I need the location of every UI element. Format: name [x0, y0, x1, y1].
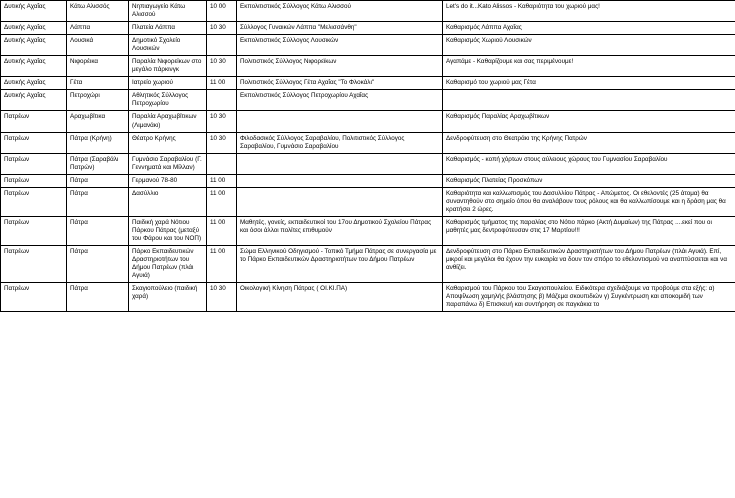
cell-action: Δενδροφύτευση στο Θεατράκι της Κρήνης Πατρών [443, 132, 735, 153]
cell-time: 10 30 [207, 56, 237, 77]
cell-place: Πάτρα (Σαραβάλι Πατρών) [67, 153, 129, 174]
cell-point: Δασύλλιο [129, 187, 207, 216]
cell-point: Ιατρείο χωριού [129, 77, 207, 90]
cell-point: Δημοτικό Σχολείο Λουσικών [129, 35, 207, 56]
cell-place: Πάτρα [67, 283, 129, 312]
cell-action: Καθαρισμός τμήματος της παραλίας στο Νότιο πάρκο (Ακτή Δυμαίων) της Πάτρας ....εκεί που οι μαθητές μας δεντροφύτευσαν στις 17 Μαρτίου!!! [443, 216, 735, 245]
cell-action: Καθαρισμός Χωριού Λουσικών [443, 35, 735, 56]
table-row [1, 1, 735, 22]
cell-region: Δυτικής Αχαΐας [1, 90, 67, 111]
cell-action: Καθαρισμός Πλατείας Προσκόπων [443, 174, 735, 187]
cell-bodies [237, 111, 443, 132]
cell-bodies [237, 174, 443, 187]
cell-action: Καθαρισμός Λάππα Αχαΐας [443, 22, 735, 35]
cell-region: Πατρέων [1, 132, 67, 153]
cell-point: Γυμνάσιο Σαραβαλίου (Γ. Γεννηματά και Μίλλαν) [129, 153, 207, 174]
table-row [1, 187, 735, 216]
cell-action: Καθαριότητα και καλλωπισμός του Δασυλλίου Πάτρας - Απώμετος. Οι εθελοντές (25 άτομα) θα συναντηθούν στο σημείο όπου θα αναλάβουν τους ρόλους και θα καλλωπίσουμε και η δράση μας θα κρατήσει 2 ώρες. [443, 187, 735, 216]
cell-time [207, 35, 237, 56]
cell-bodies: Εκπολιτιστικός Σύλλογος Πετροχωρίου Αχαΐας [237, 90, 443, 111]
cell-bodies: Οικολογική Κίνηση Πάτρας ( ΟΙ.ΚΙ.ΠΑ) [237, 283, 443, 312]
cell-time: 10 30 [207, 111, 237, 132]
cell-bodies: Πολιτιστικός Σύλλογος Νιφορεϊκων [237, 56, 443, 77]
table-row [1, 35, 735, 56]
cell-region: Πατρέων [1, 174, 67, 187]
table-row [1, 111, 735, 132]
table-row [1, 56, 735, 77]
cell-time: 10 30 [207, 22, 237, 35]
table-row [1, 216, 735, 245]
cell-point: Παραλία Αραχωβίτικων (Λιμανάκι) [129, 111, 207, 132]
cell-action: Καθαρισμού του Πάρκου του Σκαγιοπουλείου. Ειδικότερα σχεδιάζουμε να προβούμε στα εξής: α) Αποψίλωση χαμηλής βλάστησης β) Μάζεμα σκουπιδιών γ) Συγκέντρωση και αποκομιδή των παραπάνω δ) Επισκευή και συντήρηση σε παγκάκια το [443, 283, 735, 312]
cell-action: Δενδροφύτευση στο Πάρκο Εκπαιδευτικών Δραστηριοτήτων του Δήμου Πατρέων (πλάι Αγυιά). Επί, μικροί και μεγάλοι θα έχουν την ευκαιρία να δουν τον σπόρο το εθελοντισμού να αναπτύσσεται και να ανθίζει. [443, 246, 735, 283]
cell-time: 11 00 [207, 174, 237, 187]
cell-bodies: Μαθητές, γονείς, εκπαιδευτικοί του 17ου Δημοτικού Σχολείου Πάτρας και όσοι άλλοι πολίτες επιθυμούν [237, 216, 443, 245]
cell-time: 11 00 [207, 216, 237, 245]
cell-point: Γερμανού 78-80 [129, 174, 207, 187]
cell-bodies [237, 187, 443, 216]
cell-point: Σκαγιοπούλειο (παιδική χαρά) [129, 283, 207, 312]
cell-action: Καθαρισμός Παραλίας Αραχωβίτικων [443, 111, 735, 132]
cell-region: Πατρέων [1, 216, 67, 245]
cell-time [207, 90, 237, 111]
cell-time: 10 00 [207, 1, 237, 22]
cell-time [207, 153, 237, 174]
cell-place: Πάτρα [67, 216, 129, 245]
table-row [1, 153, 735, 174]
table-row [1, 174, 735, 187]
cell-region: Δυτικής Αχαΐας [1, 22, 67, 35]
cell-region: Πατρέων [1, 153, 67, 174]
table-row [1, 132, 735, 153]
cell-point: Νηπιαγωγείο Κάτω Αλισσού [129, 1, 207, 22]
cell-time: 11 00 [207, 246, 237, 283]
cell-region: Δυτικής Αχαΐας [1, 77, 67, 90]
cell-action [443, 90, 735, 111]
cell-region: Δυτικής Αχαΐας [1, 56, 67, 77]
cell-action: Καθαρισμό του χωριού μας Γέτα [443, 77, 735, 90]
table-row [1, 246, 735, 283]
table-row [1, 22, 735, 35]
cell-place: Γέτα [67, 77, 129, 90]
cell-place: Λάππα [67, 22, 129, 35]
cell-point: Παραλία Νιφορεϊκων στο μεγάλο πάρκινγκ [129, 56, 207, 77]
cell-time: 10 30 [207, 132, 237, 153]
cell-place: Πάτρα [67, 246, 129, 283]
table-row [1, 283, 735, 312]
table-row [1, 90, 735, 111]
cell-bodies: Σώμα Ελληνικού Οδηγισμού - Τοπικό Τμήμα Πάτρας σε συνεργασία με το Πάρκο Εκπαιδευτικών Δραστηριοτήτων του Δήμου Πατρέων [237, 246, 443, 283]
cell-region: Πατρέων [1, 246, 67, 283]
cell-place: Πετροχώρι [67, 90, 129, 111]
cell-time: 10 30 [207, 283, 237, 312]
cell-place: Κάτω Αλισσός [67, 1, 129, 22]
table-body [1, 1, 735, 312]
cell-bodies: Εκπολιτιστικός Σύλλογος Κάτω Αλισσού [237, 1, 443, 22]
cell-point: Θέατρο Κρήνης [129, 132, 207, 153]
cell-bodies: Πολιτιστικός Σύλλογος Γέτα Αχαΐας "Το Φλοκάλι" [237, 77, 443, 90]
cell-bodies: Σύλλογος Γυναικών Λάππα "Μελισσάνθη" [237, 22, 443, 35]
cell-region: Δυτικής Αχαΐας [1, 35, 67, 56]
cell-place: Νιφορέικα [67, 56, 129, 77]
cell-place: Αραχωβίτικα [67, 111, 129, 132]
cell-point: Αθλητικός Σύλλογος Πετροχωρίου [129, 90, 207, 111]
cell-point: Παιδική χαρά Νότιου Πάρκου Πάτρας (μεταξύ του Φάρου και του ΝΟΠ) [129, 216, 207, 245]
cell-place: Λουσικά [67, 35, 129, 56]
cell-region: Πατρέων [1, 111, 67, 132]
cell-region: Πατρέων [1, 187, 67, 216]
table-row [1, 77, 735, 90]
cell-region: Πατρέων [1, 283, 67, 312]
cell-point: Πάρκο Εκπαιδευτικών Δραστηριοτήτων του Δήμου Πατρέων (πλάι Αγυιά) [129, 246, 207, 283]
cell-action: Καθαρισμός - κοπή χόρτων στους αύλειους χώρους του Γυμνασίου Σαραβαλίου [443, 153, 735, 174]
cell-time: 11 00 [207, 187, 237, 216]
cell-place: Πάτρα (Κρήνη) [67, 132, 129, 153]
cell-action: Αγαπάμε - Καθαρίζουμε και σας περιμένουμε! [443, 56, 735, 77]
cell-point: Πλατεία Λάππα [129, 22, 207, 35]
cell-bodies: Εκπολιτιστικός Σύλλογος Λουσικών [237, 35, 443, 56]
cell-region: Δυτικής Αχαΐας [1, 1, 67, 22]
cell-action: Let's do it...Κato Alissos - Καθαριότητα του χωριού μας! [443, 1, 735, 22]
cell-bodies [237, 153, 443, 174]
cell-time: 11 00 [207, 77, 237, 90]
cell-bodies: Φιλοδασικός Σύλλογος Σαραβαλίου, Πολιτιστικός Σύλλογος Σαραβαλίου, Γυμνάσιο Σαραβαλίου [237, 132, 443, 153]
cell-place: Πάτρα [67, 187, 129, 216]
cell-place: Πάτρα [67, 174, 129, 187]
